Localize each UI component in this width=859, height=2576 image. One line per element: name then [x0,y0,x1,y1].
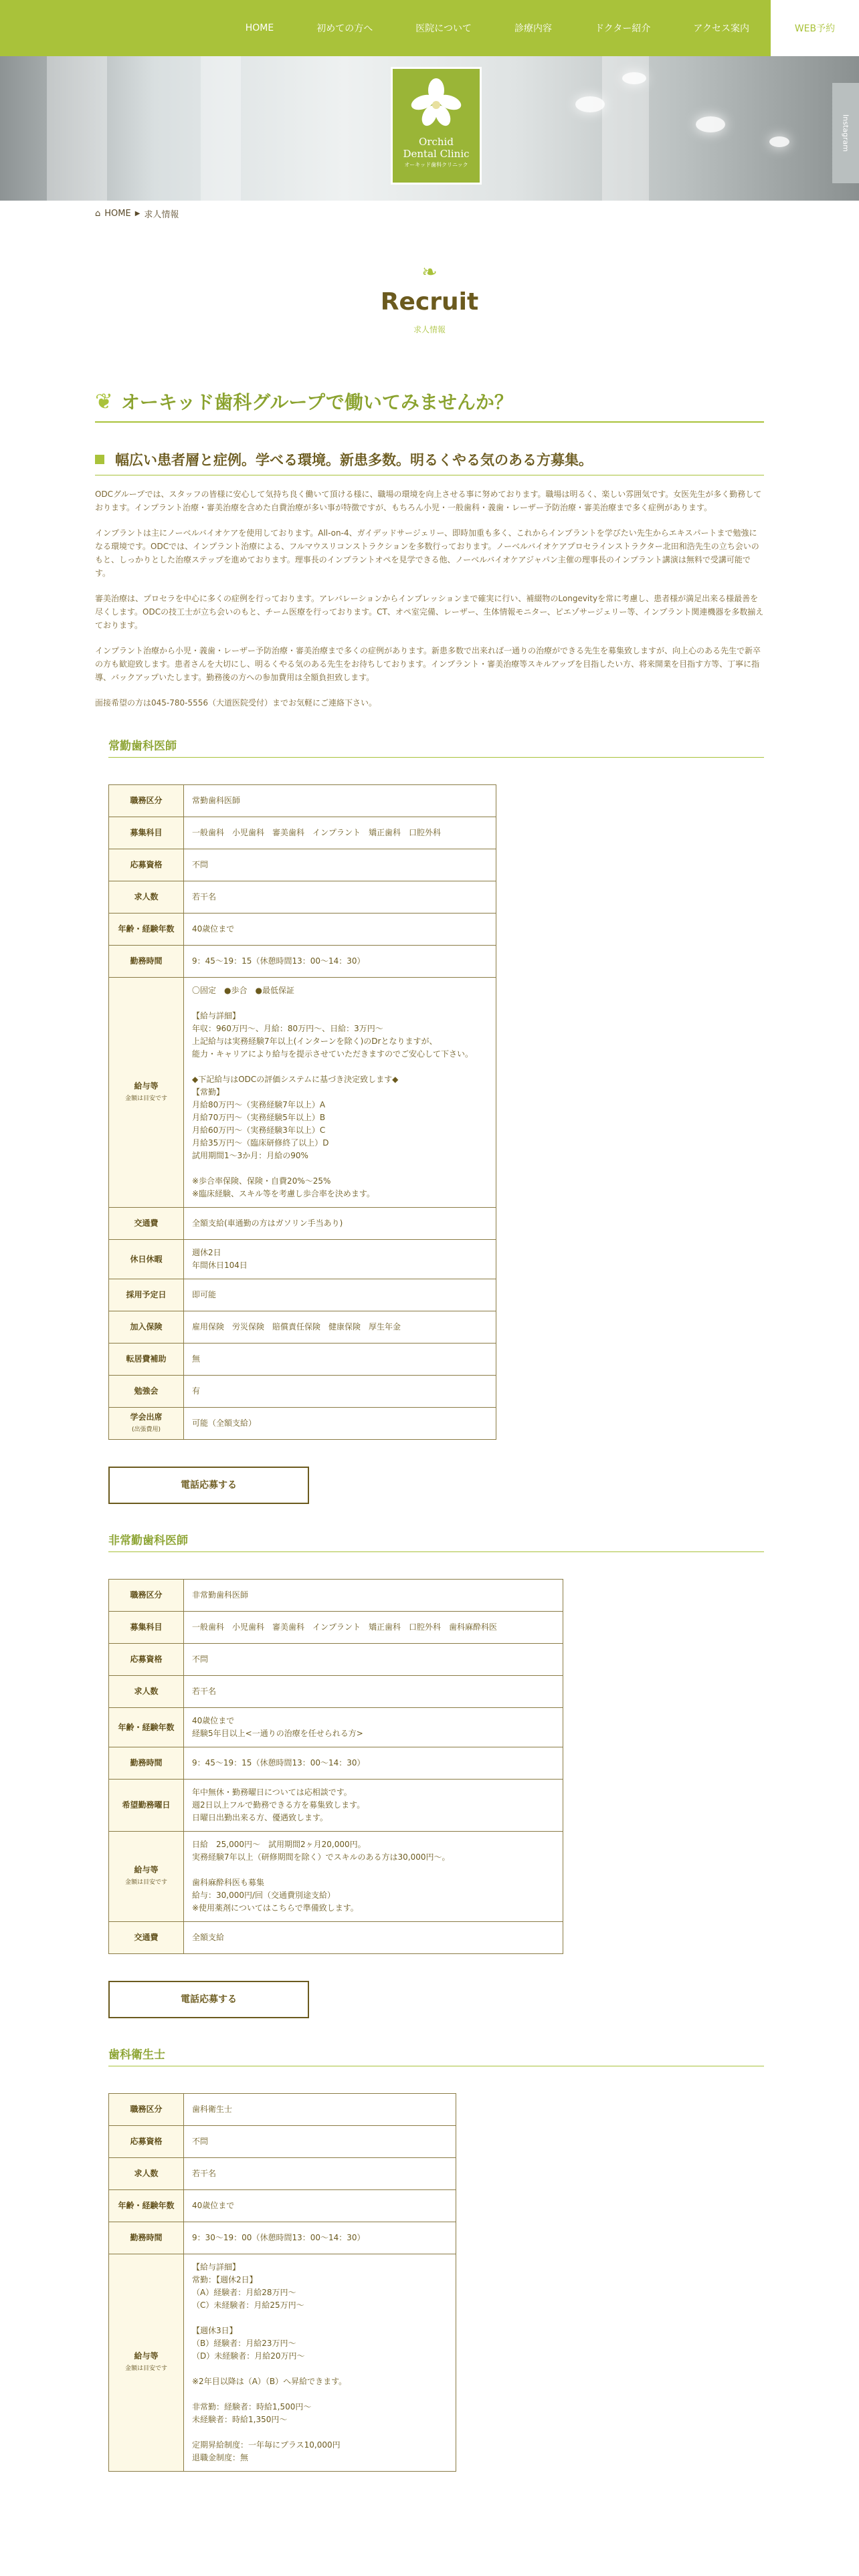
bird-icon: ❦ [95,389,113,414]
row-header [109,2126,184,2158]
nav-item[interactable]: アクセス案内 [693,23,749,34]
row-header [109,1311,184,1344]
table-row [109,1208,496,1240]
row-value: 不問 [184,2126,456,2158]
table-row [109,2094,456,2126]
table-row [109,1832,563,1922]
table-row [109,817,496,849]
row-value: 全額支給 [184,1922,563,1954]
row-header [109,914,184,946]
nav-item[interactable]: HOME [245,23,274,33]
row-header-label: 加入保険 [130,1322,163,1331]
row-header [109,2190,184,2222]
row-value: 可能（全額支給） [184,1408,496,1440]
row-value: 若干名 [184,1676,563,1708]
row-header-label: 休日休暇 [130,1254,163,1264]
phone-apply-button[interactable]: 電話応募する [108,1981,309,2018]
job-listings [95,736,764,2472]
row-header [109,1580,184,1612]
logo-line-3: オーキッド歯科クリニック [404,162,468,168]
row-header [109,1644,184,1676]
row-header-label: 職務区分 [130,796,163,805]
table-row [109,1922,563,1954]
row-header [109,817,184,849]
table-row [109,914,496,946]
row-value: 若干名 [184,881,496,914]
table-row [109,1644,563,1676]
table-row [109,1376,496,1408]
row-header-label: 応募資格 [130,860,163,869]
row-header [109,2158,184,2190]
row-value: 無 [184,1344,496,1376]
row-header-note: (出張費用) [131,1426,161,1433]
row-value: 〇固定 ●歩合 ●最低保証 【給与詳細】 年収：960万円〜、月給：80万円〜、日給：3万円〜 上記給与は実務経験7年以上(インターンを除く)のDrとなりますが、 能力・キャリアにより給与を提示させていただきますのでご安心して下さい。 ◆下記給与はODCの評価システムに基づき決定致します◆ 【常勤】 月給80万円〜（実務経験7年以上）A 月給70万円〜（実務経験5年以上）B 月給60万円〜（実務経験3年以上）C 月給35万円〜（臨床研修終了以上）D 試用期間1〜3か月：月給の90% ※歩合率保険、保険・自費20%〜25% ※臨床経験、スキル等を考慮し歩合率を決めます。 [184,978,496,1208]
nav-item[interactable]: 初めての方へ [316,23,373,34]
row-header-label: 年齢・経験年数 [118,2201,175,2210]
row-value: 40歳位まで [184,2190,456,2222]
intro-body [95,488,764,710]
table-row [109,1580,563,1612]
row-value: 全額支給(車通勤の方はガソリン手当あり) [184,1208,496,1240]
row-header-label: 応募資格 [130,1654,163,1664]
row-header-label: 年齢・経験年数 [118,924,175,934]
intro-paragraph: インプラントは主にノーベルバイオケアを使用しております。All-on-4、ガイデッドサージェリー、即時加重も多く、これからインプラントを学びたい先生からエキスパートまで勉強になる環境です。ODCでは、インプラント治療による、フルマウスリコンストラクションを多数行っております。ノーベルバイオケアプロセラインストラクター北田和浩先生の立ち会いのもと、しっかりとした治療ステップを進めております。理事長のインプラントオペを見学できる他、ノーベルバイオケアジャパン主催の理事長のインプラント講演は無料で受講可能です。 [95,528,759,578]
job-section [95,1531,764,2018]
row-header [109,849,184,881]
table-row [109,1612,563,1644]
intro-paragraph: 審美治療は、プロセラを中心に多くの症例を行っております。アレバレーションからインプレッションまで確実に行い、補綴物のLongevityを常に考慮し、患者様が満足出来る様最善を尽くします。ODCの技工士が立ち会いのもと、チーム医療を行っております。CT、オペ室完備、レーザー、生体情報モニター、ピエゾサージェリー等、インプラント関連機器を多数揃えております。 [95,594,764,630]
row-header-label: 採用予定日 [126,1290,167,1299]
row-header-label: 交通費 [134,1933,159,1942]
square-bullet-icon [95,455,104,464]
row-header [109,1780,184,1832]
lead-text: 幅広い患者層と症例。学べる環境。新患多数。明るくやる気のある方募集。 [115,452,593,468]
row-header [109,1708,184,1747]
row-header-label: 求人数 [134,2169,159,2178]
row-header [109,1922,184,1954]
row-header [109,1676,184,1708]
table-row [109,2254,456,2472]
row-value: 【給与詳細】 常勤：【週休2日】 （A）経験者：月給28万円〜 （C）未経験者：月給25万円〜 【週休3日】 （B）経験者：月給23万円〜 （D）未経験者：月給20万円〜 ※2年目以降は（A）（B）へ昇給できます。 非常勤：経験者：時給1,500円〜 未経験者：時給1,350円〜 定期昇給制度：一年毎にプラス10,000円 退職金制度：無 [184,2254,456,2472]
job-table [108,1579,563,1954]
row-header-note: 金額は目安です [124,1095,167,1102]
row-header [109,2254,184,2472]
page-title-block [0,261,859,335]
row-header [109,946,184,978]
table-row [109,1240,496,1279]
row-header-label: 職務区分 [130,2105,163,2114]
job-section [95,2045,764,2472]
row-value: 雇用保険 労災保険 賠償責任保険 健康保険 厚生年金 [184,1311,496,1344]
row-value: 若干名 [184,2158,456,2190]
row-value: 週休2日 年間休日104日 [184,1240,496,1279]
row-header [109,1376,184,1408]
table-row [109,849,496,881]
row-value: 不問 [184,1644,563,1676]
row-value: 一般歯科 小児歯科 審美歯科 インプラント 矯正歯科 口腔外科 [184,817,496,849]
row-header [109,1612,184,1644]
row-header-label: 勤務時間 [130,1758,163,1767]
home-icon: ⌂ [95,209,101,219]
row-header-label: 転居費補助 [126,1354,167,1364]
row-header-label: 求人数 [134,1687,159,1696]
catch-text: オーキッド歯科グループで働いてみませんか？ [120,391,513,413]
row-value: 日給 25,000円〜 試用期間2ヶ月20,000円。 実務経験7年以上（研修期間を除く）でスキルのある方は30,000円〜。 歯科麻酔科医も募集 給与：30,000円/回（交通費別途支給） ※使用薬剤についてはこちらで準備致します。 [184,1832,563,1922]
row-header [109,978,184,1208]
table-row [109,785,496,817]
logo-line-2: Dental Clinic [403,148,470,160]
nav-item[interactable]: 診療内容 [514,23,552,34]
job-table [108,784,496,1440]
row-value: 40歳位まで 経験5年目以上<一通りの治療を任せられる方> [184,1708,563,1747]
table-row [109,1408,496,1440]
table-row [109,1344,496,1376]
phone-apply-button[interactable]: 電話応募する [108,1467,309,1504]
row-header-label: 勤務時間 [130,2233,163,2242]
row-header-label: 給与等 [134,2351,159,2361]
row-header-label: 募集科目 [130,1622,163,1632]
row-header [109,1747,184,1780]
job-heading: 歯科衛生士 [108,2045,764,2066]
table-row [109,1311,496,1344]
job-section [95,736,764,1504]
job-heading: 常勤歯科医師 [108,736,764,758]
row-header-label: 交通費 [134,1218,159,1228]
breadcrumb-current: 求人情報 [144,210,179,220]
intro-paragraph: ODCグループでは、スタッフの皆様に安心して気持ち良く働いて頂ける様に、職場の環境を向上させる事に努めております。職場は明るく、楽しい雰囲気です。女医先生が多く勤務しております。インプラント治療・審美治療を含めた自費治療が多い事が特徴ですが、もちろん小児・一般歯科・義歯・レーザー予防治療・審美治療まで多く症例があります。 [95,490,762,512]
row-header [109,881,184,914]
global-nav [0,0,859,56]
breadcrumb [95,207,179,220]
nav-list [0,0,859,56]
table-row [109,881,496,914]
chevron-right-icon: ▶ [134,210,140,217]
row-header-label: 学会出席 [130,1412,163,1422]
job-table [108,2093,456,2472]
row-value: 不問 [184,849,496,881]
table-row [109,1708,563,1747]
table-row [109,2158,456,2190]
intro-paragraph: 面接希望の方は045-780-5556（大道医院受付）までお気軽にご連絡下さい。 [95,698,377,708]
row-value: 非常勤歯科医師 [184,1580,563,1612]
row-value: 常勤歯科医師 [184,785,496,817]
row-value: 9：45〜19：15（休憩時間13：00〜14：30） [184,1747,563,1780]
row-value: 歯科衛生士 [184,2094,456,2126]
row-header-label: 希望勤務曜日 [122,1800,171,1810]
clinic-logo[interactable] [391,67,482,185]
row-header [109,1279,184,1311]
web-reservation-button[interactable]: WEB予約 [771,0,859,56]
breadcrumb-home[interactable]: HOME [104,209,131,219]
row-header [109,1240,184,1279]
table-row [109,978,496,1208]
catch-heading [95,388,764,423]
row-header-label: 勤務時間 [130,956,163,966]
row-value: 一般歯科 小児歯科 審美歯科 インプラント 矯正歯科 口腔外科 歯科麻酔科医 [184,1612,563,1644]
leaf-icon: ❧ [421,261,438,283]
row-header-note: 金額は目安です [124,1879,167,1886]
row-header-label: 応募資格 [130,2137,163,2146]
nav-item[interactable]: ドクター紹介 [594,23,651,34]
intro-paragraph: インプラント治療から小児・義歯・レーザー予防治療・審美治療まで多くの症例があります。新患多数で出来れば一通りの治療ができる先生を募集致しますが、向上心のある先生で新卒の方も歓迎致します。患者さんを大切にし、明るくやる気のある先生をお待ちしております。インプラント・審美治療等スキルアップを目指したい方、将来開業を目指す方等、丁寧に指導、バックアップいたします。勤務後の方への参加費用は全額負担致します。 [95,646,761,682]
page-subtitle: 求人情報 [413,325,446,334]
row-value: 40歳位まで [184,914,496,946]
table-row [109,1747,563,1780]
main-content [95,388,764,2472]
row-header-label: 募集科目 [130,828,163,837]
row-value: 9：45〜19：15（休憩時間13：00〜14：30） [184,946,496,978]
row-header [109,2222,184,2254]
row-value: 即可能 [184,1279,496,1311]
row-header [109,1832,184,1922]
row-header-note: 金額は目安です [124,2365,167,2372]
row-value: 年中無休・勤務曜日については応相談です。 週2日以上フルで勤務できる方を募集致します。 日曜日出勤出来る方、優遇致します。 [184,1780,563,1832]
row-header-label: 職務区分 [130,1590,163,1600]
row-header [109,1344,184,1376]
page-title: Recruit [380,288,479,316]
row-header [109,1208,184,1240]
instagram-tab[interactable]: Instagram [832,83,859,183]
table-row [109,1279,496,1311]
row-header [109,785,184,817]
table-row [109,1780,563,1832]
row-header-label: 給与等 [134,1081,159,1091]
row-header-label: 求人数 [134,892,159,901]
table-row [109,2222,456,2254]
row-header-label: 給与等 [134,1865,159,1874]
job-heading: 非常勤歯科医師 [108,1531,764,1552]
lead-heading [95,449,764,475]
orchid-flower-icon [409,77,463,130]
table-row [109,946,496,978]
row-value: 有 [184,1376,496,1408]
row-value: 9：30〜19：00（休憩時間13：00〜14：30） [184,2222,456,2254]
logo-line-1: Orchid [419,136,454,148]
row-header [109,2094,184,2126]
table-row [109,2126,456,2158]
row-header [109,1408,184,1440]
row-header-label: 勉強会 [134,1386,159,1396]
row-header-label: 年齢・経験年数 [118,1722,175,1732]
table-row [109,1676,563,1708]
nav-item[interactable]: 医院について [415,23,472,34]
table-row [109,2190,456,2222]
